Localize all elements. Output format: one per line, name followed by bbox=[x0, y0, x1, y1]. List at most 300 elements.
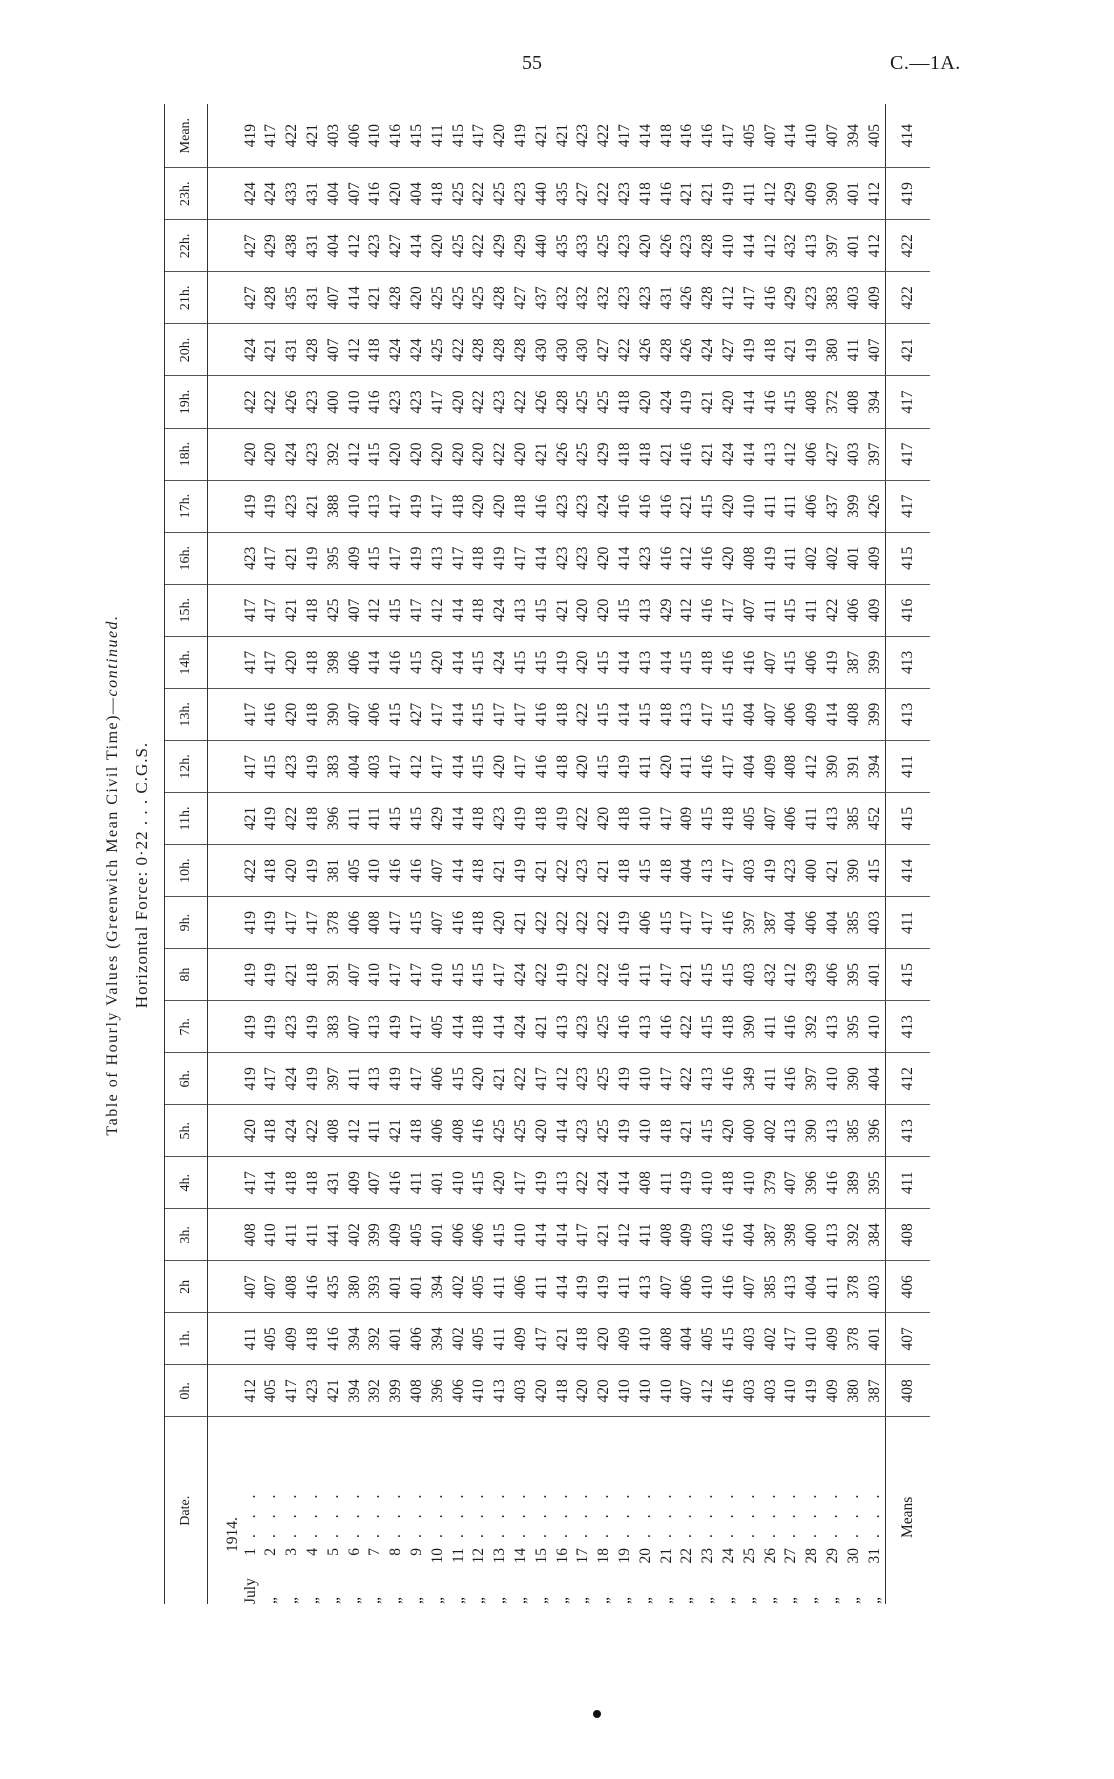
value-cell: 423 bbox=[490, 793, 511, 845]
value-cell: 414 bbox=[448, 688, 469, 740]
value-cell: 422 bbox=[469, 376, 490, 428]
value-cell: 391 bbox=[323, 949, 344, 1001]
value-cell: 403 bbox=[739, 1313, 760, 1365]
value-cell: 401 bbox=[386, 1261, 407, 1313]
value-cell: 407 bbox=[344, 949, 365, 1001]
empty-cell bbox=[208, 1261, 241, 1313]
date-cell bbox=[386, 1417, 407, 1604]
value-cell: 417 bbox=[386, 532, 407, 584]
value-cell: 406 bbox=[802, 480, 823, 532]
value-cell: 415 bbox=[386, 793, 407, 845]
value-cell: 432 bbox=[573, 272, 594, 324]
date-cell bbox=[490, 1417, 511, 1604]
year-row bbox=[208, 104, 241, 1604]
value-cell: 406 bbox=[781, 688, 802, 740]
table-row bbox=[822, 104, 843, 1604]
mean-cell: 405 bbox=[864, 104, 885, 168]
value-cell: 417 bbox=[718, 845, 739, 897]
table-row bbox=[781, 104, 802, 1604]
value-cell: 417 bbox=[698, 688, 719, 740]
value-cell: 413 bbox=[698, 1053, 719, 1105]
value-cell: 424 bbox=[594, 480, 615, 532]
value-cell: 410 bbox=[864, 1001, 885, 1053]
value-cell: 418 bbox=[302, 1157, 323, 1209]
month-label: „ bbox=[595, 1597, 613, 1604]
value-cell: 428 bbox=[656, 324, 677, 376]
value-cell: 428 bbox=[261, 272, 282, 324]
value-cell: 406 bbox=[510, 1261, 531, 1313]
value-cell: 414 bbox=[261, 1157, 282, 1209]
month-label: „ bbox=[387, 1597, 405, 1604]
value-cell: 413 bbox=[552, 1157, 573, 1209]
value-cell: 420 bbox=[406, 428, 427, 480]
value-cell: 410 bbox=[448, 1157, 469, 1209]
value-cell: 397 bbox=[864, 428, 885, 480]
value-cell: 410 bbox=[469, 1365, 490, 1417]
value-cell: 413 bbox=[365, 480, 386, 532]
value-cell: 401 bbox=[427, 1209, 448, 1261]
value-cell: 421 bbox=[323, 1365, 344, 1417]
value-cell: 408 bbox=[635, 1157, 656, 1209]
value-cell: 394 bbox=[427, 1261, 448, 1313]
value-cell: 423 bbox=[490, 376, 511, 428]
table-row bbox=[698, 104, 719, 1604]
value-cell: 390 bbox=[822, 740, 843, 792]
hourly-values-table bbox=[164, 104, 930, 1604]
value-cell: 416 bbox=[614, 949, 635, 1001]
value-cell: 423 bbox=[282, 740, 303, 792]
mean-cell: 417 bbox=[261, 104, 282, 168]
value-cell: 407 bbox=[656, 1261, 677, 1313]
value-cell: 413 bbox=[635, 1261, 656, 1313]
value-cell: 431 bbox=[302, 220, 323, 272]
value-cell: 409 bbox=[760, 740, 781, 792]
value-cell: 421 bbox=[677, 168, 698, 220]
table-row bbox=[864, 104, 885, 1604]
value-cell: 410 bbox=[635, 1053, 656, 1105]
value-cell: 429 bbox=[510, 220, 531, 272]
value-cell: 422 bbox=[573, 793, 594, 845]
value-cell: 421 bbox=[594, 845, 615, 897]
value-cell: 427 bbox=[406, 688, 427, 740]
value-cell: 425 bbox=[448, 272, 469, 324]
value-cell: 419 bbox=[302, 740, 323, 792]
value-cell: 428 bbox=[386, 272, 407, 324]
value-cell: 426 bbox=[864, 480, 885, 532]
means-label: Means bbox=[885, 1417, 930, 1604]
value-cell: 432 bbox=[781, 220, 802, 272]
value-cell: 440 bbox=[531, 220, 552, 272]
value-cell: 414 bbox=[739, 220, 760, 272]
value-cell: 415 bbox=[365, 532, 386, 584]
value-cell: 409 bbox=[864, 272, 885, 324]
value-cell: 416 bbox=[614, 480, 635, 532]
value-cell: 408 bbox=[656, 1209, 677, 1261]
value-cell: 392 bbox=[323, 428, 344, 480]
value-cell: 418 bbox=[614, 845, 635, 897]
value-cell: 410 bbox=[802, 1313, 823, 1365]
value-cell: 417 bbox=[386, 897, 407, 949]
value-cell: 414 bbox=[552, 1261, 573, 1313]
means-value: 417 bbox=[885, 428, 930, 480]
value-cell: 415 bbox=[469, 949, 490, 1001]
value-cell: 416 bbox=[386, 1157, 407, 1209]
value-cell: 428 bbox=[552, 376, 573, 428]
value-cell: 417 bbox=[490, 949, 511, 1001]
table-title-continued: continued. bbox=[104, 614, 121, 697]
value-cell: 417 bbox=[302, 897, 323, 949]
month-label: „ bbox=[512, 1597, 529, 1604]
value-cell: 422 bbox=[552, 845, 573, 897]
mean-cell: 421 bbox=[302, 104, 323, 168]
value-cell: 438 bbox=[282, 220, 303, 272]
value-cell: 416 bbox=[781, 1053, 802, 1105]
value-cell: 405 bbox=[739, 793, 760, 845]
value-cell: 425 bbox=[490, 1105, 511, 1157]
month-label: „ bbox=[324, 1597, 342, 1604]
value-cell: 407 bbox=[365, 1157, 386, 1209]
value-cell: 410 bbox=[635, 1313, 656, 1365]
value-cell: 415 bbox=[469, 636, 490, 688]
value-cell: 406 bbox=[843, 584, 864, 636]
value-cell: 425 bbox=[573, 376, 594, 428]
month-label: July bbox=[241, 1578, 259, 1604]
day-label: 24 bbox=[719, 1548, 737, 1564]
value-cell: 420 bbox=[718, 376, 739, 428]
leader-dots: . . . bbox=[324, 1488, 342, 1538]
value-cell: 389 bbox=[843, 1157, 864, 1209]
value-cell: 414 bbox=[531, 1209, 552, 1261]
value-cell: 427 bbox=[718, 324, 739, 376]
value-cell: 432 bbox=[594, 272, 615, 324]
month-label: „ bbox=[574, 1597, 592, 1604]
value-cell: 406 bbox=[822, 949, 843, 1001]
value-cell: 419 bbox=[261, 897, 282, 949]
value-cell: 418 bbox=[718, 793, 739, 845]
value-cell: 407 bbox=[760, 793, 781, 845]
value-cell: 417 bbox=[406, 949, 427, 1001]
value-cell: 419 bbox=[573, 1261, 594, 1313]
value-cell: 420 bbox=[594, 1365, 615, 1417]
table-row bbox=[760, 104, 781, 1604]
value-cell: 422 bbox=[677, 1001, 698, 1053]
value-cell: 425 bbox=[427, 324, 448, 376]
value-cell: 410 bbox=[635, 1105, 656, 1157]
mean-cell: 421 bbox=[531, 104, 552, 168]
value-cell: 416 bbox=[302, 1261, 323, 1313]
value-cell: 393 bbox=[365, 1261, 386, 1313]
value-cell: 412 bbox=[781, 949, 802, 1001]
value-cell: 412 bbox=[760, 220, 781, 272]
value-cell: 408 bbox=[365, 897, 386, 949]
value-cell: 415 bbox=[635, 845, 656, 897]
value-cell: 409 bbox=[864, 532, 885, 584]
value-cell: 418 bbox=[469, 532, 490, 584]
value-cell: 426 bbox=[552, 428, 573, 480]
value-cell: 412 bbox=[718, 272, 739, 324]
value-cell: 422 bbox=[510, 1053, 531, 1105]
value-cell: 428 bbox=[469, 324, 490, 376]
value-cell: 418 bbox=[469, 1001, 490, 1053]
value-cell: 412 bbox=[344, 1105, 365, 1157]
mean-cell: 405 bbox=[739, 104, 760, 168]
leader-dots: . . . bbox=[574, 1488, 592, 1538]
value-cell: 429 bbox=[656, 584, 677, 636]
value-cell: 415 bbox=[635, 688, 656, 740]
value-cell: 413 bbox=[490, 1365, 511, 1417]
leader-dots: . . . bbox=[803, 1488, 821, 1538]
value-cell: 420 bbox=[718, 1105, 739, 1157]
date-cell bbox=[698, 1417, 719, 1604]
value-cell: 416 bbox=[261, 688, 282, 740]
value-cell: 417 bbox=[490, 688, 511, 740]
value-cell: 407 bbox=[344, 168, 365, 220]
value-cell: 411 bbox=[490, 1261, 511, 1313]
means-value: 413 bbox=[885, 636, 930, 688]
value-cell: 417 bbox=[531, 1313, 552, 1365]
day-label: 7 bbox=[366, 1548, 384, 1556]
hour-header: 5h. bbox=[165, 1105, 208, 1157]
value-cell: 424 bbox=[698, 324, 719, 376]
date-cell bbox=[240, 1417, 261, 1604]
value-cell: 414 bbox=[614, 532, 635, 584]
value-cell: 420 bbox=[427, 220, 448, 272]
value-cell: 426 bbox=[656, 220, 677, 272]
day-label: 2 bbox=[262, 1548, 280, 1556]
value-cell: 427 bbox=[240, 272, 261, 324]
value-cell: 404 bbox=[323, 168, 344, 220]
value-cell: 419 bbox=[510, 845, 531, 897]
value-cell: 430 bbox=[531, 324, 552, 376]
value-cell: 422 bbox=[594, 949, 615, 1001]
value-cell: 420 bbox=[240, 428, 261, 480]
value-cell: 380 bbox=[344, 1261, 365, 1313]
mean-cell: 411 bbox=[427, 104, 448, 168]
value-cell: 418 bbox=[302, 688, 323, 740]
value-cell: 420 bbox=[573, 636, 594, 688]
value-cell: 402 bbox=[822, 532, 843, 584]
value-cell: 424 bbox=[594, 1157, 615, 1209]
value-cell: 422 bbox=[469, 168, 490, 220]
value-cell: 418 bbox=[302, 584, 323, 636]
value-cell: 416 bbox=[781, 1001, 802, 1053]
value-cell: 394 bbox=[864, 740, 885, 792]
value-cell: 422 bbox=[240, 845, 261, 897]
value-cell: 407 bbox=[427, 845, 448, 897]
value-cell: 411 bbox=[531, 1261, 552, 1313]
date-cell bbox=[822, 1417, 843, 1604]
means-value: 411 bbox=[885, 897, 930, 949]
value-cell: 428 bbox=[510, 324, 531, 376]
value-cell: 416 bbox=[406, 845, 427, 897]
value-cell: 412 bbox=[427, 584, 448, 636]
empty-cell bbox=[208, 1053, 241, 1105]
value-cell: 421 bbox=[302, 480, 323, 532]
value-cell: 417 bbox=[656, 1053, 677, 1105]
empty-cell bbox=[208, 168, 241, 220]
value-cell: 423 bbox=[406, 376, 427, 428]
hour-header: 21h. bbox=[165, 272, 208, 324]
date-cell bbox=[552, 1417, 573, 1604]
value-cell: 422 bbox=[594, 168, 615, 220]
value-cell: 410 bbox=[344, 376, 365, 428]
value-cell: 412 bbox=[614, 1209, 635, 1261]
value-cell: 424 bbox=[406, 324, 427, 376]
value-cell: 423 bbox=[802, 272, 823, 324]
day-label: 26 bbox=[761, 1548, 779, 1564]
value-cell: 410 bbox=[344, 480, 365, 532]
date-cell bbox=[573, 1417, 594, 1604]
value-cell: 430 bbox=[573, 324, 594, 376]
value-cell: 406 bbox=[802, 428, 823, 480]
value-cell: 387 bbox=[760, 897, 781, 949]
value-cell: 437 bbox=[822, 480, 843, 532]
year-cell bbox=[208, 1417, 241, 1604]
value-cell: 420 bbox=[531, 1105, 552, 1157]
value-cell: 409 bbox=[822, 1365, 843, 1417]
value-cell: 421 bbox=[781, 324, 802, 376]
value-cell: 417 bbox=[656, 949, 677, 1001]
value-cell: 404 bbox=[677, 845, 698, 897]
empty-cell bbox=[208, 1313, 241, 1365]
value-cell: 428 bbox=[490, 272, 511, 324]
value-cell: 390 bbox=[323, 688, 344, 740]
table-row bbox=[843, 104, 864, 1604]
value-cell: 420 bbox=[490, 480, 511, 532]
hour-header: Mean. bbox=[165, 104, 208, 168]
value-cell: 422 bbox=[282, 793, 303, 845]
value-cell: 415 bbox=[386, 688, 407, 740]
value-cell: 416 bbox=[448, 897, 469, 949]
value-cell: 411 bbox=[822, 1261, 843, 1313]
value-cell: 429 bbox=[594, 428, 615, 480]
table-row bbox=[531, 104, 552, 1604]
mean-cell: 407 bbox=[822, 104, 843, 168]
value-cell: 402 bbox=[344, 1209, 365, 1261]
date-cell bbox=[302, 1417, 323, 1604]
value-cell: 402 bbox=[448, 1313, 469, 1365]
value-cell: 423 bbox=[573, 1053, 594, 1105]
day-label: 13 bbox=[491, 1548, 509, 1564]
value-cell: 418 bbox=[302, 949, 323, 1001]
value-cell: 415 bbox=[406, 897, 427, 949]
value-cell: 420 bbox=[490, 740, 511, 792]
means-value: 407 bbox=[885, 1313, 930, 1365]
means-value: 412 bbox=[885, 1053, 930, 1105]
empty-cell bbox=[208, 1001, 241, 1053]
value-cell: 407 bbox=[864, 324, 885, 376]
mean-cell: 417 bbox=[614, 104, 635, 168]
value-cell: 416 bbox=[656, 168, 677, 220]
value-cell: 406 bbox=[427, 1053, 448, 1105]
value-cell: 411 bbox=[802, 584, 823, 636]
value-cell: 412 bbox=[365, 584, 386, 636]
value-cell: 406 bbox=[448, 1365, 469, 1417]
table-row bbox=[552, 104, 573, 1604]
value-cell: 411 bbox=[240, 1313, 261, 1365]
month-label: „ bbox=[615, 1597, 633, 1604]
value-cell: 407 bbox=[739, 1261, 760, 1313]
value-cell: 404 bbox=[802, 1261, 823, 1313]
value-cell: 418 bbox=[261, 1105, 282, 1157]
value-cell: 419 bbox=[406, 532, 427, 584]
value-cell: 415 bbox=[698, 793, 719, 845]
value-cell: 415 bbox=[656, 897, 677, 949]
value-cell: 412 bbox=[781, 428, 802, 480]
value-cell: 429 bbox=[781, 168, 802, 220]
value-cell: 427 bbox=[573, 168, 594, 220]
value-cell: 418 bbox=[718, 1157, 739, 1209]
value-cell: 411 bbox=[656, 1157, 677, 1209]
value-cell: 403 bbox=[864, 1261, 885, 1313]
value-cell: 415 bbox=[386, 584, 407, 636]
value-cell: 413 bbox=[552, 1001, 573, 1053]
empty-cell bbox=[208, 272, 241, 324]
value-cell: 387 bbox=[760, 1209, 781, 1261]
value-cell: 410 bbox=[635, 793, 656, 845]
value-cell: 403 bbox=[739, 845, 760, 897]
value-cell: 421 bbox=[552, 1313, 573, 1365]
day-label: 10 bbox=[428, 1548, 446, 1564]
value-cell: 423 bbox=[573, 532, 594, 584]
value-cell: 390 bbox=[739, 1001, 760, 1053]
date-cell bbox=[677, 1417, 698, 1604]
value-cell: 430 bbox=[552, 324, 573, 376]
value-cell: 411 bbox=[677, 740, 698, 792]
value-cell: 407 bbox=[739, 584, 760, 636]
value-cell: 410 bbox=[614, 1365, 635, 1417]
value-cell: 392 bbox=[365, 1365, 386, 1417]
value-cell: 414 bbox=[448, 845, 469, 897]
value-cell: 419 bbox=[261, 793, 282, 845]
value-cell: 420 bbox=[656, 740, 677, 792]
means-value: 419 bbox=[885, 168, 930, 220]
empty-cell bbox=[208, 1209, 241, 1261]
value-cell: 416 bbox=[760, 272, 781, 324]
value-cell: 414 bbox=[614, 636, 635, 688]
value-cell: 418 bbox=[302, 636, 323, 688]
date-cell bbox=[864, 1417, 885, 1604]
value-cell: 440 bbox=[531, 168, 552, 220]
value-cell: 421 bbox=[531, 845, 552, 897]
value-cell: 422 bbox=[573, 688, 594, 740]
value-cell: 406 bbox=[427, 1105, 448, 1157]
value-cell: 420 bbox=[448, 376, 469, 428]
date-cell bbox=[448, 1417, 469, 1604]
value-cell: 418 bbox=[469, 584, 490, 636]
value-cell: 419 bbox=[552, 949, 573, 1001]
value-cell: 416 bbox=[718, 1365, 739, 1417]
value-cell: 427 bbox=[510, 272, 531, 324]
leader-dots: . . . bbox=[719, 1488, 737, 1538]
value-cell: 413 bbox=[781, 1261, 802, 1313]
value-cell: 415 bbox=[406, 793, 427, 845]
value-cell: 414 bbox=[406, 220, 427, 272]
value-cell: 401 bbox=[427, 1157, 448, 1209]
value-cell: 417 bbox=[510, 532, 531, 584]
value-cell: 422 bbox=[531, 897, 552, 949]
date-cell bbox=[365, 1417, 386, 1604]
value-cell: 404 bbox=[406, 168, 427, 220]
value-cell: 417 bbox=[718, 584, 739, 636]
leader-dots: . . . bbox=[304, 1488, 322, 1538]
value-cell: 419 bbox=[510, 793, 531, 845]
value-cell: 419 bbox=[594, 1261, 615, 1313]
value-cell: 416 bbox=[760, 376, 781, 428]
value-cell: 425 bbox=[323, 584, 344, 636]
value-cell: 417 bbox=[406, 584, 427, 636]
mean-cell: 416 bbox=[386, 104, 407, 168]
